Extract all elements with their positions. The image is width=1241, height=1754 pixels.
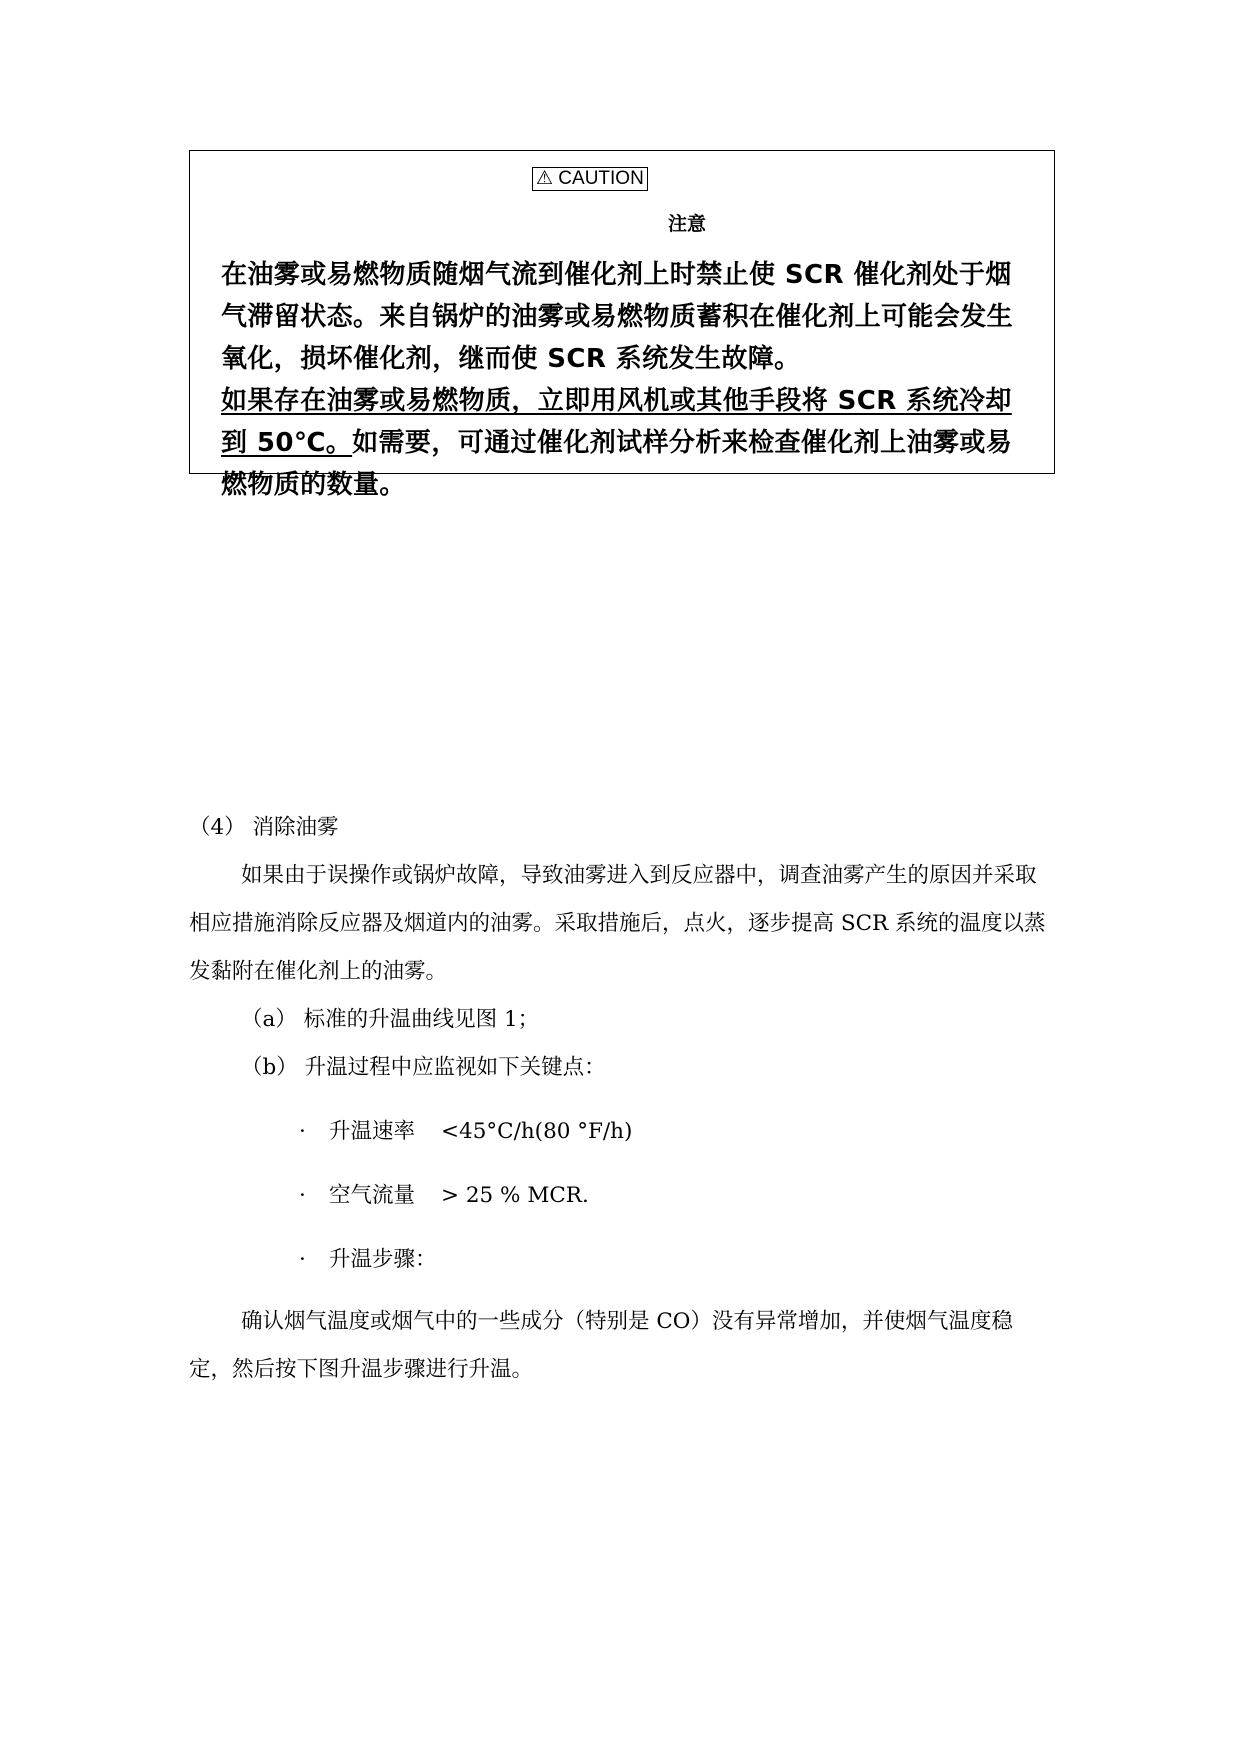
bullet-marker: · — [299, 1247, 306, 1272]
bullet-value: <45°C/h(80 °F/h) — [441, 1119, 633, 1144]
section-paragraph-1: 如果由于误操作或锅炉故障，导致油雾进入到反应器中，调查油雾产生的原因并采取相应措施消除反应器及烟道内的油雾。采取措施后，点火，逐步提高 SCR 系统的温度以蒸发黏附在催化剂上的油雾。 — [189, 863, 1046, 984]
bullet-label: 升温速率 — [329, 1119, 416, 1144]
caution-rest-text: 如需要，可通过催化剂试样分析来检查催化剂上油雾或易燃物质的数量。 — [221, 428, 1013, 500]
list-item-b: （b） 升温过程中应监视如下关键点： — [241, 1055, 606, 1080]
bullet-label: 空气流量 — [329, 1183, 416, 1208]
caution-underlined-text: 如果存在油雾或易燃物质，立即用风机或其他手段将 SCR 系统冷却到 50℃。 — [221, 386, 1012, 458]
list-item-a: （a） 标准的升温曲线见图 1； — [241, 1007, 540, 1032]
caution-title: 注意 — [668, 213, 707, 235]
bullet-marker: · — [299, 1183, 306, 1208]
bullet-air-flow — [299, 1172, 589, 1220]
section-paragraph-2: 确认烟气温度或烟气中的一些成分（特别是 CO）没有异常增加，并使烟气温度稳定，然后按下图升温步骤进行升温。 — [189, 1309, 1013, 1382]
caution-label: ⚠ CAUTION — [532, 167, 648, 191]
section-heading: （4） 消除油雾 — [189, 815, 339, 840]
bullet-marker: · — [299, 1119, 306, 1144]
bullet-label: 升温步骤： — [329, 1247, 437, 1272]
caution-box — [189, 150, 1055, 500]
caution-body — [221, 254, 1021, 506]
caution-paragraph-2 — [221, 380, 1021, 506]
bullet-heating-rate — [299, 1108, 632, 1156]
bullet-value: > 25 % MCR. — [441, 1183, 589, 1208]
bullet-heating-steps — [299, 1236, 437, 1284]
caution-paragraph-1: 在油雾或易燃物质随烟气流到催化剂上时禁止使 SCR 催化剂处于烟气滞留状态。来自锅炉的油雾或易燃物质蓄积在催化剂上可能会发生氧化，损坏催化剂，继而使 SCR 系统发生故障。 — [221, 260, 1014, 374]
